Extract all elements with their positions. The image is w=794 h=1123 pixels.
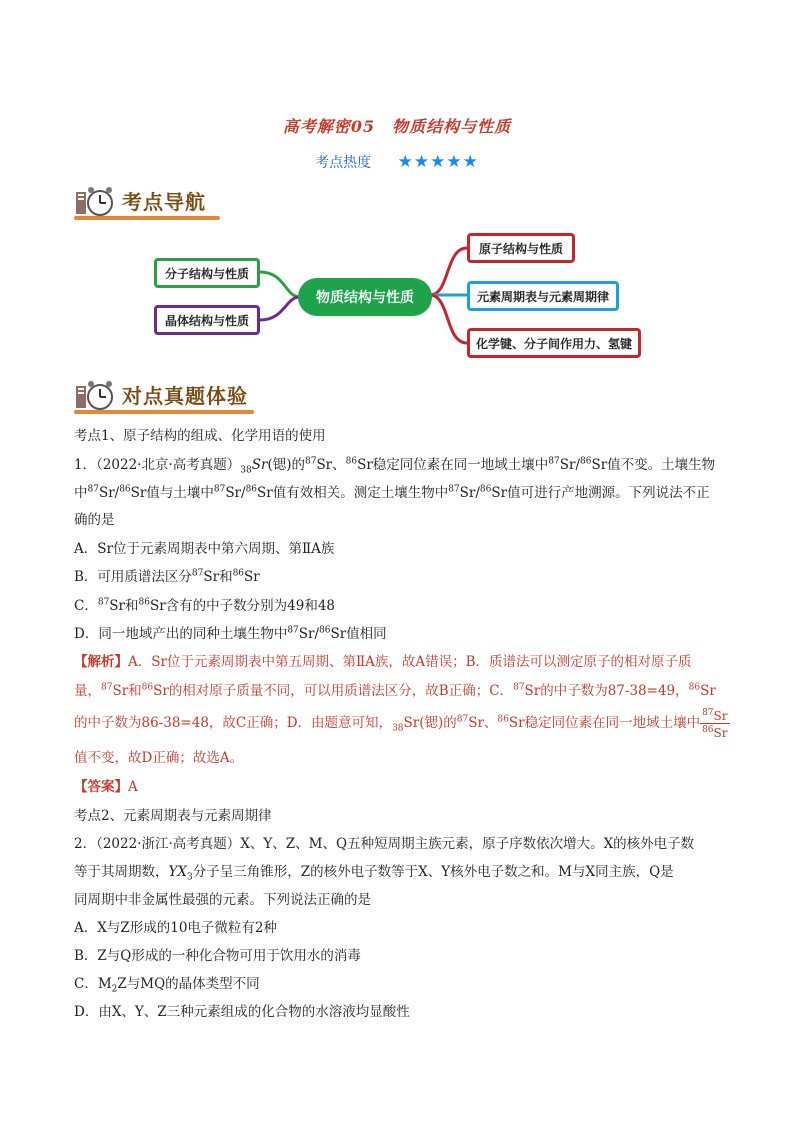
option-b: B．Z与Q形成的一种化合物可用于饮用水的消毒 — [74, 948, 361, 964]
option-a: A．X与Z形成的10电子微粒有2种 — [74, 920, 278, 936]
heat-rating — [0, 152, 794, 172]
section-title: 对点真题体验 — [122, 384, 248, 408]
option-c: C．$M_2Z$与MQ的晶体类型不同 — [74, 976, 260, 995]
section-header-exam — [74, 376, 254, 416]
section-underline — [74, 410, 254, 414]
clock-icon — [74, 378, 114, 414]
analysis-line-4: 值不变，故D正确；故选A。 — [74, 750, 244, 766]
analysis-line-2: 量，$^{87}$Sr和$^{86}$Sr的相对原子质量不同，可以用质谱法区分，故B正确；C．$^{87}$Sr的中子数为87-38=49，$^{86}$Sr — [74, 682, 716, 699]
mindmap-node-crystal: 晶体结构与性质 — [154, 305, 260, 335]
question-2-line-3: 同周期中非金属性最强的元素。下列说法正确的是 — [74, 892, 371, 908]
question-1-line-1: 1．（2022·北京·高考真题）$_{38}Sr$(锶)的$^{87}$Sr、$^{86}$Sr稳定同位素在同一地域土壤中$^{87}$Sr/$^{86}$Sr值不变。土壤生物 — [74, 456, 716, 476]
section-underline — [74, 216, 220, 220]
question-1-line-3: 确的是 — [74, 512, 115, 528]
analysis-line-1: 【解析】A．Sr位于元素周期表中第五周期、第ⅡA族，故A错误；B．质谱法可以测定原子的相对原子质 — [74, 654, 692, 670]
mindmap-node-periodic: 元素周期表与元素周期律 — [467, 281, 619, 311]
question-1-line-2: 中$^{87}$Sr/$^{86}$Sr值与土壤中$^{87}$Sr/$^{86}$Sr值有效相关。测定土壤生物中$^{87}$Sr/$^{86}$Sr值可进行产地溯源。下列说法不正 — [74, 484, 710, 501]
option-b: B．可用质谱法区分$^{87}$Sr和$^{86}$Sr — [74, 568, 260, 585]
answer: 【答案】A — [74, 779, 138, 795]
mindmap-node-molecule: 分子结构与性质 — [154, 258, 260, 288]
question-2-line-2: 等于其周期数，$YX_3$分子呈三角锥形，Z的核外电子数等于X、Y核外电子数之和。M与X同主族，Q是 — [74, 864, 674, 883]
option-d: D．由X、Y、Z三种元素组成的化合物的水溶液均显酸性 — [74, 1004, 410, 1020]
point-heading: 考点2、元素周期表与元素周期律 — [74, 808, 272, 824]
section-header-nav — [74, 182, 254, 222]
question-2-line-1: 2．（2022·浙江·高考真题）X、Y、Z、M、Q五种短周期主族元素，原子序数依次增大。X的核外电子数 — [74, 836, 695, 852]
star-rating-icon: ★★★★★ — [397, 152, 479, 172]
option-d: D．同一地域产出的同种土壤生物中$^{87}$Sr/$^{86}$Sr值相同 — [74, 625, 387, 642]
option-c: C．$^{87}$Sr和$^{86}$Sr含有的中子数分别为49和48 — [74, 597, 336, 614]
option-a: A．Sr位于元素周期表中第六周期、第ⅡA族 — [74, 541, 335, 557]
point-heading: 考点1、原子结构的组成、化学用语的使用 — [74, 428, 326, 444]
clock-icon — [74, 184, 114, 220]
mindmap-center: 物质结构与性质 — [298, 278, 432, 316]
analysis-line-3: 的中子数为86-38=48，故C正确；D．由题意可知，$_{38}$Sr(锶)的$^{87}$Sr、$^{86}$Sr稳定同位素在同一地域土壤中 $\frac{^{87}Sr}{^{86}Sr}$ — [74, 708, 728, 740]
page-title: 高考解密05 物质结构与性质 — [282, 117, 512, 136]
heat-label: 考点热度 — [315, 155, 372, 171]
section-title: 考点导航 — [122, 190, 206, 214]
mindmap-node-bond: 化学键、分子间作用力、氢键 — [467, 328, 641, 358]
mindmap-node-atom: 原子结构与性质 — [467, 233, 575, 263]
